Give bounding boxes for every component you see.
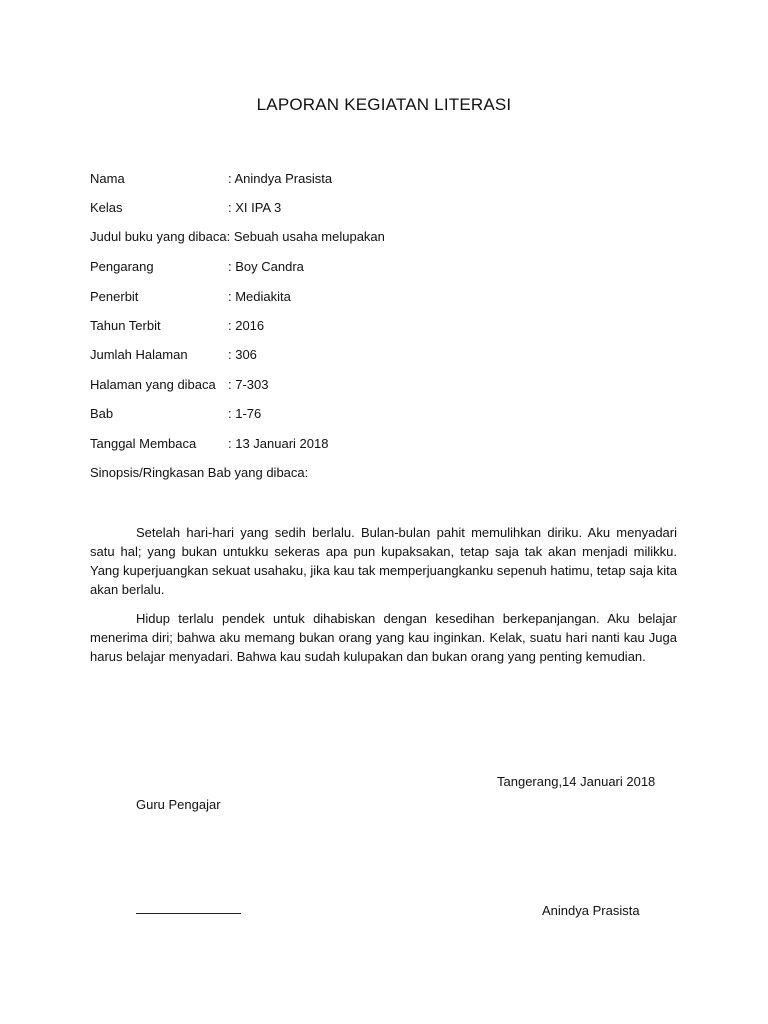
field-row-pengarang	[90, 258, 304, 276]
synopsis-paragraph: Setelah hari-hari yang sedih berlalu. Bulan-bulan pahit memulihkan diriku. Aku menyadari satu hal; yang bukan untukku sekeras apa pun kupaksakan, tetap saja tak akan menjadi milikku. Yang kuperjuangkan sekuat usahaku, jika kau tak memperjuangkanku sepenuh hatimu, tetap saja kita akan berlalu.	[90, 525, 677, 597]
field-value: : Mediakita	[228, 289, 291, 304]
field-value: : 306	[228, 347, 257, 362]
field-label: Kelas	[90, 200, 123, 215]
field-value: : XI IPA 3	[228, 200, 282, 215]
field-row-tanggal-membaca	[90, 435, 328, 453]
field-value: : Anindya Prasista	[228, 171, 333, 186]
field-label: Nama	[90, 171, 125, 186]
field-label: Penerbit	[90, 289, 139, 304]
field-row-judul-buku	[90, 228, 385, 246]
field-row-jumlah-halaman	[90, 346, 257, 364]
field-value: : Boy Candra	[228, 259, 304, 274]
synopsis-label: Sinopsis/Ringkasan Bab yang dibaca:	[90, 465, 309, 480]
field-value: : 2016	[228, 318, 265, 333]
field-row-nama	[90, 170, 332, 188]
teacher-label: Guru Pengajar	[136, 797, 221, 812]
field-value: : 1-76	[228, 406, 262, 421]
field-label: Tahun Terbit	[90, 318, 161, 333]
field-label: Pengarang	[90, 259, 154, 274]
place-date: Tangerang,14 Januari 2018	[497, 774, 656, 789]
field-label: Jumlah Halaman	[90, 347, 188, 362]
field-row-kelas	[90, 199, 281, 217]
field-value: : 7-303	[228, 377, 269, 392]
field-row-penerbit	[90, 288, 291, 306]
field-value: : Sebuah usaha melupakan	[226, 229, 385, 244]
field-row-tahun-terbit	[90, 317, 264, 335]
teacher-signature-line	[136, 913, 241, 914]
field-row-bab	[90, 405, 261, 423]
field-label: Bab	[90, 406, 114, 421]
document-title: LAPORAN KEGIATAN LITERASI	[256, 95, 512, 114]
field-row-halaman-dibaca	[90, 376, 268, 394]
student-name: Anindya Prasista	[542, 903, 640, 918]
field-value: : 13 Januari 2018	[228, 436, 329, 451]
field-label: Halaman yang dibaca	[90, 377, 216, 392]
field-label: Tanggal Membaca	[90, 436, 197, 451]
synopsis-paragraph: Hidup terlalu pendek untuk dihabiskan dengan kesedihan berkepanjangan. Aku belajar menerima diri; bahwa aku memang bukan orang yang kau inginkan. Kelak, suatu hari nanti kau Juga harus belajar menyadari. Bahwa kau sudah kulupakan dan bukan orang yang penting kemudian.	[90, 611, 677, 664]
field-label: Judul buku yang dibaca	[90, 229, 227, 244]
